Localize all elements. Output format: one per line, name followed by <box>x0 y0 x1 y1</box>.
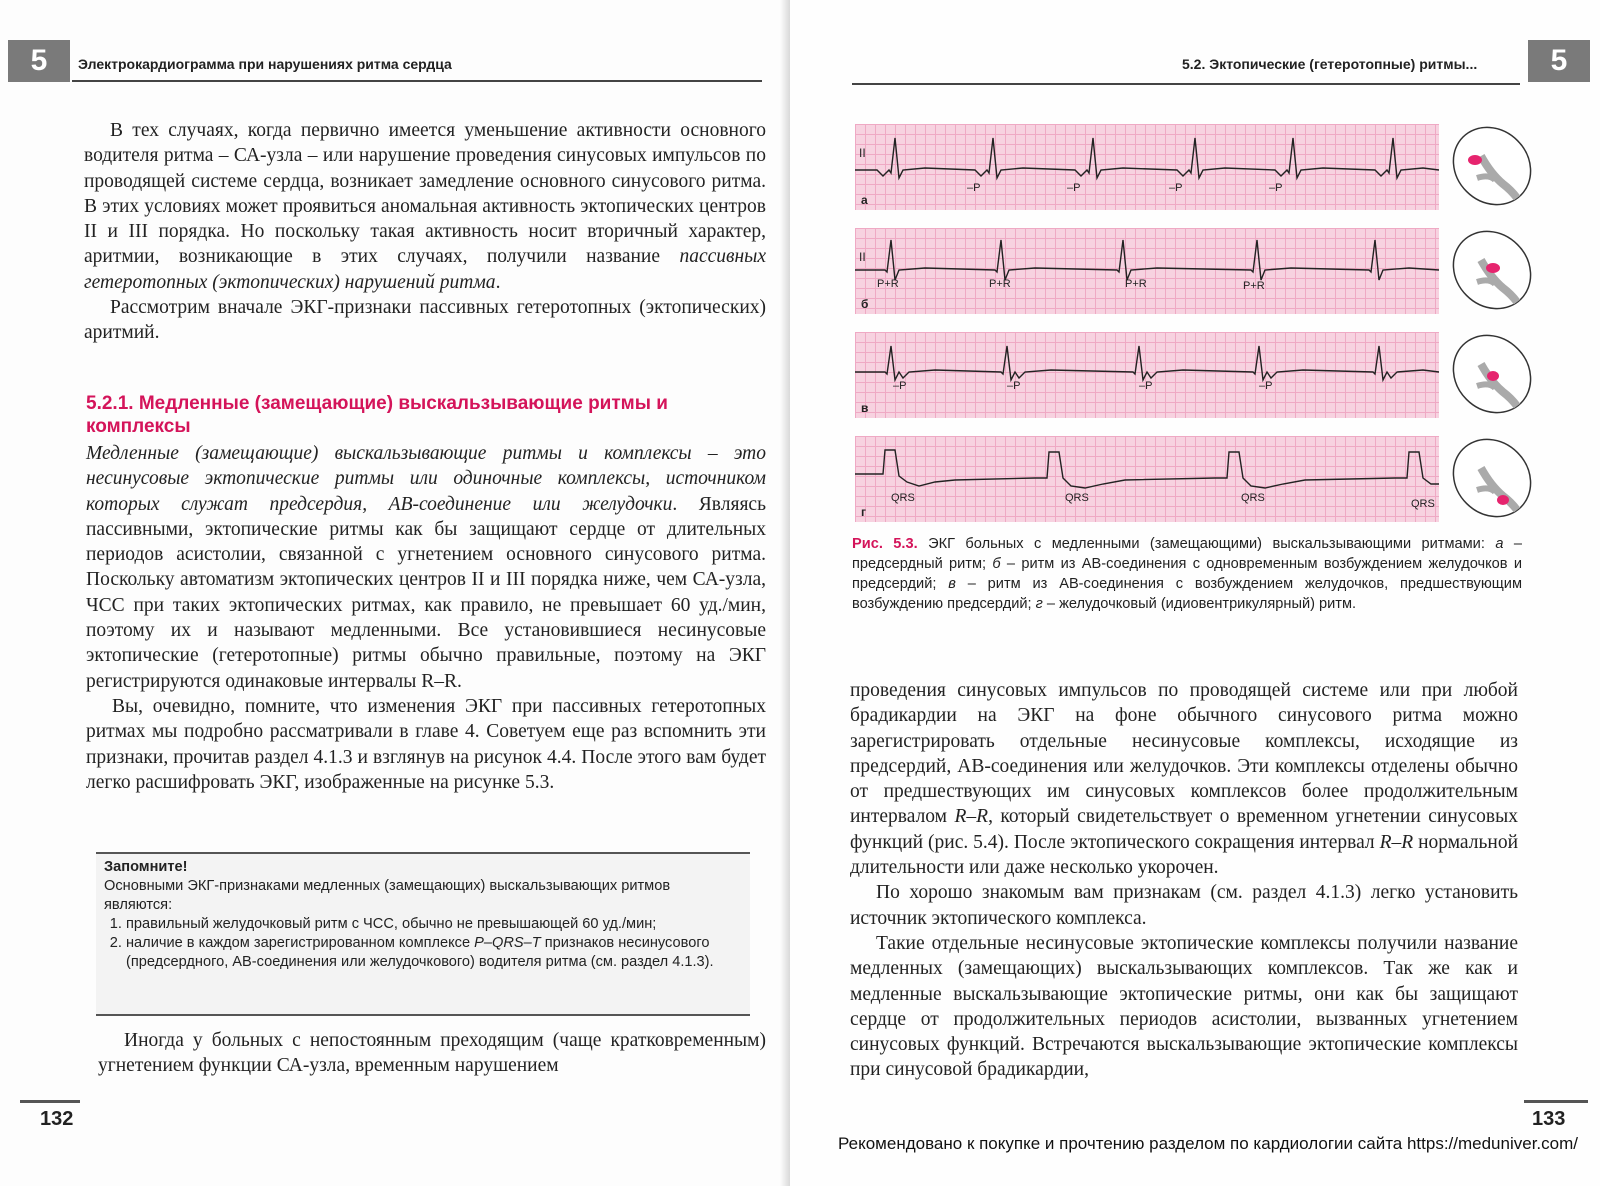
remember-title: Запомните! <box>104 859 188 875</box>
running-head: Электрокардиограмма при нарушениях ритма сердца <box>78 56 452 72</box>
caption-label: Рис. 5.3. <box>852 536 918 552</box>
ecg-strip-a <box>855 124 1439 210</box>
wave-label: QRS <box>891 492 915 504</box>
heart-diagram-b <box>1447 228 1537 312</box>
remember-item: 2. наличие в каждом зарегистрированном комплексе P–QRS–T признаков несинусового (предсердного, АВ-соединения или желудочкового) водителя ритма (см. раздел 4.1.3). <box>126 934 742 972</box>
figure-caption: Рис. 5.3. ЭКГ больных с медленными (замещающими) выскальзывающими ритмами: а – предсердный ритм; б – ритм из АВ-соединения с одновременным возбуждением желудочков и предсердий; в – ритм из АВ-соединения с возбуждением желудочков, предшествующим возбуждению предсердий; г – желудочковый (идиовентрикулярный) ритм. <box>852 536 1523 612</box>
wave-label: P+R <box>1243 280 1265 292</box>
ecg-trace <box>855 332 1439 418</box>
remember-item: 1. правильный желудочковый ритм с ЧСС, обычно не превышающей 60 уд./мин; <box>126 915 742 934</box>
left-page <box>0 0 790 1186</box>
paragraph: Медленные (замещающие) выскальзывающие ритмы и комплексы – это несинусовые эктопические ритмы или одиночные комплексы, источником которых служат предсердия, АВ-соединение или желудочки. Являясь пассивными, эктопические ритмы как бы защищают сердце от длительных периодов асистолии, связанной с угнетением основного синусового ритма. Поскольку автоматизм эктопических центров II и III порядка ниже, чем СА-узла, ЧСС при таких эктопических ритмах, как правило, не превышает 60 уд./мин, поэтому их и называют медленными. Все установившиеся несинусовые эктопические (гетеротопные) ритмы обычно правильные, поэтому на ЭКГ регистрируются одинаковые интервалы R–R. <box>86 443 766 692</box>
running-head-right: 5.2. Эктопические (гетеротопные) ритмы... <box>1182 56 1478 72</box>
page-number-rule <box>20 1100 80 1103</box>
lead-label: II <box>859 250 866 264</box>
wave-label: –P <box>1169 182 1183 194</box>
header-rule <box>72 80 762 82</box>
wave-label: –P <box>1139 380 1153 392</box>
body-text-right <box>850 678 1518 1083</box>
ecg-trace <box>855 124 1439 210</box>
wave-label: P+R <box>877 278 899 290</box>
paragraph: В тех случаях, когда первично имеется уменьшение активности основного водителя ритма – СА-узла – или нарушение проведения синусовых импульсов по проводящей системе сердца, возникает замедление основного синусового ритма. В этих условиях может проявиться аномальная активность эктопических центров II и III порядка. Но поскольку такая активность носит вторичный характер, аритмии, возникающие в этих случаях, получили название пассивных гетеротопных (эктопических) нарушений ритма. <box>84 120 766 293</box>
strip-letter: б <box>861 297 869 311</box>
wave-label: –P <box>1259 380 1273 392</box>
ecg-strip-c <box>855 332 1439 418</box>
remember-intro: Основными ЭКГ-признаками медленных (замещающих) выскальзывающих ритмов являются: <box>104 878 671 913</box>
ecg-strip-b <box>855 228 1439 314</box>
paragraph: проведения синусовых импульсов по проводящей системе или при любой брадикардии на ЭКГ на фоне обычного синусового ритма можно зарегистрировать отдельные несинусовые комплексы, исходящие из предсердий, АВ-соединения или желудочков. Эти комплексы отделены обычно от предшествующих им синусовых комплексов более продолжительным интервалом R–R, который свидетельствует о временном угнетении синусовых функций (рис. 5.4). После эктопического сокращения интервал R–R нормальной длительности или даже несколько укорочен. <box>850 680 1518 879</box>
ecg-trace <box>855 436 1439 522</box>
strip-letter: г <box>861 505 866 519</box>
heart-diagram-d <box>1447 436 1537 520</box>
page-number-rule-right <box>1524 1100 1588 1103</box>
paragraph: Такие отдельные несинусовые эктопические комплексы получили название медленных (замещающих) выскальзывающих комплексов. Так же как и медленные выскальзывающие эктопические ритмы, они как бы защищают сердце от продолжительных периодов асистолии, вызванных угнетением синусовых функций. Встречаются выскальзывающие эктопические комплексы при синусовой брадикардии, <box>850 932 1518 1081</box>
wave-label: QRS <box>1065 492 1089 504</box>
wave-label: QRS <box>1241 492 1265 504</box>
wave-label: –P <box>1067 182 1081 194</box>
paragraph: По хорошо знакомым вам признакам (см. раздел 4.1.3) легко установить источник эктопического комплекса. <box>850 882 1518 929</box>
wave-label: P+R <box>989 278 1011 290</box>
body-text-top <box>84 118 766 346</box>
chapter-tab: 5 <box>8 40 70 82</box>
strip-letter: в <box>861 401 869 415</box>
paragraph: Вы, очевидно, помните, что изменения ЭКГ при пассивных гетеротопных ритмах мы подробно рассматривали в главе 4. Советуем еще раз вспомнить эти признаки, прочитав раздел 4.1.3 и взглянув на рисунок 4.4. После этого вам будет легко расшифровать ЭКГ, изображенные на рисунке 5.3. <box>86 695 766 793</box>
ecg-strip-d <box>855 436 1439 522</box>
watermark-text: Рекомендовано к покупке и прочтению разделом по кардиологии сайта https://meduniver.com/ <box>838 1134 1578 1153</box>
wave-label: P+R <box>1125 278 1147 290</box>
chapter-tab-right: 5 <box>1528 40 1590 82</box>
body-text-bottom <box>98 1028 766 1079</box>
heart-diagram-c <box>1447 332 1537 416</box>
wave-label: QRS <box>1411 498 1435 510</box>
header-rule-right <box>852 83 1520 85</box>
lead-label: II <box>859 146 866 160</box>
paragraph: Иногда у больных с непостоянным преходящим (чаще кратковременным) угнетением функции СА-узла, временным нарушением <box>98 1030 766 1077</box>
paragraph: Рассмотрим вначале ЭКГ-признаки пассивных гетеротопных (эктопических) аритмий. <box>84 297 766 344</box>
body-text-middle <box>86 441 766 795</box>
wave-label: –P <box>967 182 981 194</box>
ecg-trace <box>855 228 1439 314</box>
remember-box <box>96 852 750 1016</box>
wave-label: –P <box>1007 380 1021 392</box>
wave-label: –P <box>1269 182 1283 194</box>
heart-diagram-a <box>1447 124 1537 208</box>
page-number-right: 133 <box>1532 1108 1566 1130</box>
strip-letter: а <box>861 193 868 207</box>
page-number: 132 <box>40 1108 74 1130</box>
section-title: 5.2.1. Медленные (замещающие) выскальзывающие ритмы и комплексы <box>86 393 668 437</box>
wave-label: –P <box>893 380 907 392</box>
